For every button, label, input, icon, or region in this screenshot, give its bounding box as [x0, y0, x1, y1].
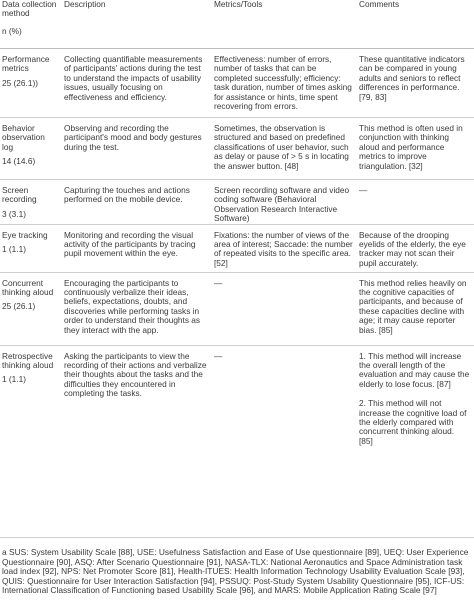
comments-cell: [357, 345, 474, 460]
description-cell: Monitoring and recording the visual activity of the participants by tracing pupil movement within the eye.: [62, 224, 212, 272]
description-cell: Asking the participants to view the recording of their actions and verbalize their thoughts about the tasks and the difficulties they encountered in completing the tasks.: [62, 345, 212, 460]
comment-text: 1. This method will increase the overall length of the evaluation and may cause the elderly to lose focus. [87]: [359, 350, 470, 389]
comment-text: 2. This method will not increase the cognitive load of the elderly compared with concurrent thinking aloud. [85]: [359, 398, 467, 446]
method-name: Behavior observation log: [2, 123, 45, 152]
method-count: 3 (3.1): [2, 208, 26, 219]
method-cell: [0, 272, 62, 345]
method-cell: [0, 49, 62, 118]
comments-cell: [357, 224, 474, 272]
method-name: Concurrent thinking aloud: [2, 277, 54, 298]
comment-text: —: [359, 185, 368, 195]
metrics-cell: Fixations: the number of views of the area of interest; Saccade: the number of repeated visits to the specific area.[52]: [212, 224, 357, 272]
comments-cell: [357, 49, 474, 118]
comment-text: These quantitative indicators can be compared in young adults and seniors to reflect differences in performance. [79, 83]: [359, 54, 465, 102]
header-method-sub: n (%): [2, 25, 22, 36]
method-count: 1 (1.1): [2, 374, 26, 385]
table-row: [0, 345, 474, 460]
metrics-cell: Screen recording software and video coding software (Behavioral Observation Research Interactive Software): [212, 180, 357, 225]
comments-cell: [357, 118, 474, 180]
method-count: 25 (26.1): [2, 301, 36, 312]
method-count: 1 (1.1): [2, 244, 26, 255]
method-name: Screen recording: [2, 185, 37, 205]
method-name: Retrospective thinking aloud: [2, 350, 54, 371]
comment-text: This method is often used in conjunction with thinking aloud and performance metrics to improve triangulation. [32]: [359, 123, 463, 171]
header-method: [0, 0, 62, 49]
table-row: [0, 118, 474, 180]
description-cell: Observing and recording the participant's mood and body gestures during the test.: [62, 118, 212, 180]
table-row: [0, 272, 474, 345]
header-description: Description: [64, 0, 106, 9]
header-method-label: Data collection method: [2, 0, 57, 19]
description-cell: Encouraging the participants to continuously verbalize their ideas, beliefs, expectations, doubts, and discoveries while performing tasks in order to understand their thoughts as they interact with the app.: [62, 272, 212, 345]
metrics-cell: —: [212, 345, 357, 460]
table-row: [0, 180, 474, 225]
header-metrics: Metrics/Tools: [214, 0, 263, 9]
metrics-cell: Effectiveness: number of errors, number of tasks that can be completed successfully; efficiency: task duration, number of times asking for assistance or hints, time spent recovering from errors.: [212, 49, 357, 118]
method-name: Performance metrics: [2, 54, 50, 74]
method-cell: [0, 118, 62, 180]
metrics-cell: Sometimes, the observation is structured and based on predefined classifications of user behavior, such as delay or pause of > 5 s in locating the answer button. [48]: [212, 118, 357, 180]
description-cell: Collecting quantifiable measurements of participants' actions during the test to understand the impacts of usability issues, usually focusing on effectiveness and efficiency.: [62, 49, 212, 118]
table-footnote: a SUS: System Usability Scale [88], USE: Usefulness Satisfaction and Ease of Use questionnaire [89], UEQ: User Experience Questionnaire [90], ASQ: After Scenario Questionnaire [91], NASA-TLX: National Aeronautics and Space Administration task load index [92], NPS: Net Promoter Score [81], Health-ITUES: Health Information Technology Usability Evaluation Scale [93], QUIS: Questionnaire for User Interaction Satisfaction [94], PSSUQ: Post-Study System Usability Questionnaire [95], ICF-US: International Classification of Functioning based Usability Scale [96], and MARS: Mobile Application Rating Scale [97]: [2, 547, 469, 596]
comment-text: Because of the drooping eyelids of the elderly, the eye tracker may not scan their pupil accurately.: [359, 229, 466, 268]
method-count: 14 (14.6): [2, 156, 36, 167]
method-cell: [0, 224, 62, 272]
method-name: Eye tracking: [2, 229, 48, 240]
table-row: [0, 49, 474, 118]
comments-cell: [357, 180, 474, 225]
description-cell: Capturing the touches and actions performed on the mobile device.: [62, 180, 212, 225]
table-header-row: [0, 0, 474, 49]
table-bottom-rule: [0, 537, 474, 538]
comment-text: This method relies heavily on the cognitive capacities of participants, and because of these capacities decline with age; it may cause reporter bias. [85]: [359, 277, 467, 335]
comments-cell: [357, 272, 474, 345]
header-comments: Comments: [359, 0, 400, 9]
method-cell: [0, 345, 62, 460]
method-count: 25 (26.1)): [2, 77, 38, 88]
method-cell: [0, 180, 62, 225]
table-row: [0, 224, 474, 272]
metrics-cell: —: [212, 272, 357, 345]
